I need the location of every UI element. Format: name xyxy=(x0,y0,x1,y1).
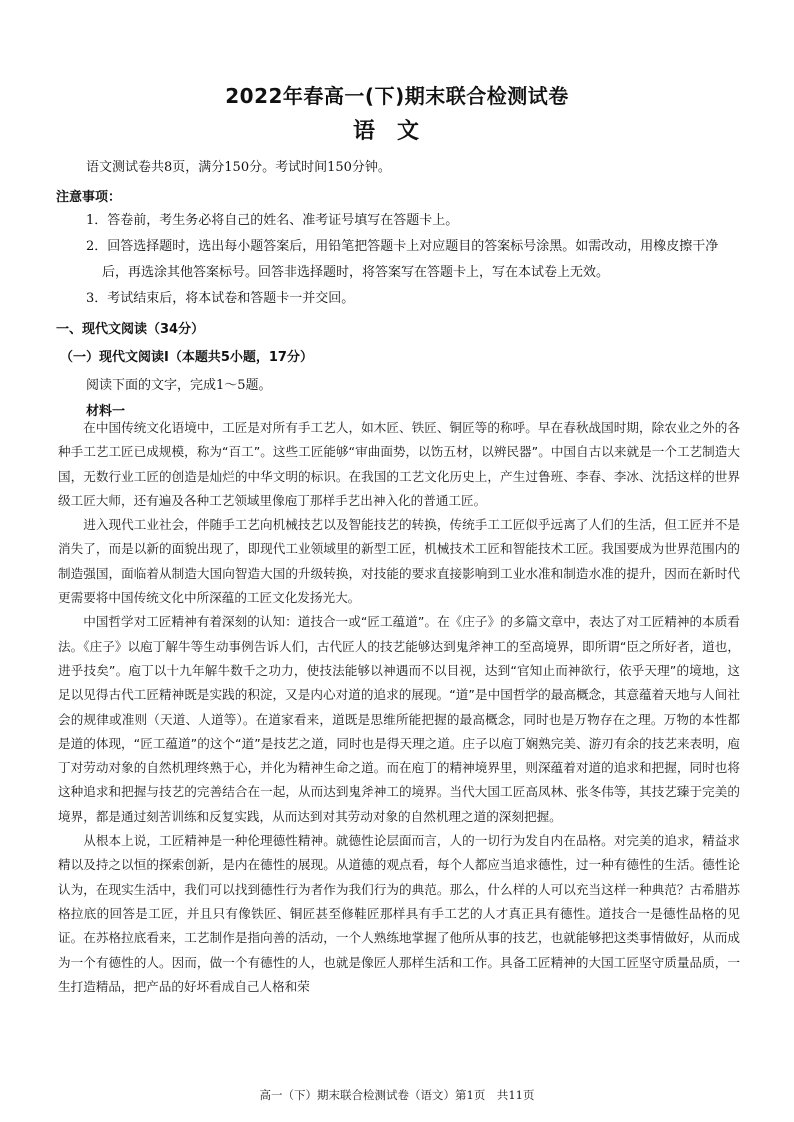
subsection-heading: （一）现代文阅读Ⅰ（本题共5小题，17分） xyxy=(60,350,313,365)
note-item: 1．答卷前，考生务必将自己的姓名、准考证号填写在答题卡上。 xyxy=(86,213,459,228)
reading-instruction: 阅读下面的文字，完成1～5题。 xyxy=(86,378,272,393)
note-item: 3．考试结束后，将本试卷和答题卡一并交回。 xyxy=(86,291,355,306)
passage-paragraph: 在中国传统文化语境中，工匠是对所有手工艺人，如木匠、铁匠、铜匠等的称呼。早在春秋战国时期，除农业之外的各种手工艺工匠已成规模，称为“百工”。这些工匠能够“审曲面势，以饬五材，以辨民器”。中国自古以来就是一个工艺制造大国，无数行业工匠的创造是灿烂的中华文明的标识。在我国的工艺文化历史上，产生过鲁班、李春、李冰、沈括这样的世界级工匠大师，还有遍及各种工艺领域里像庖丁那样手艺出神入化的普通工匠。 xyxy=(58,420,740,508)
reading-passage xyxy=(58,416,740,999)
section-heading: 一、现代文阅读（34分） xyxy=(56,322,205,337)
passage-paragraph: 进入现代工业社会，伴随手工艺向机械技艺以及智能技艺的转换，传统手工工匠似乎远离了人们的生活，但工匠并不是消失了，而是以新的面貌出现了，即现代工业领域里的新型工匠，机械技术工匠和智能技术工匠。我国要成为世界范围内的制造强国，面临着从制造大国向智造大国的升级转换，对技能的要求直接影响到工业水准和制造水准的提升，因而在新时代更需要将中国传统文化中所深蕴的工匠文化发扬光大。 xyxy=(58,517,740,606)
page-footer: 高一（下）期末联合检测试卷（语文）第1页 共11页 xyxy=(259,1088,535,1102)
notes-list xyxy=(86,208,740,312)
exam-intro: 语文测试卷共8页，满分150分。考试时间150分钟。 xyxy=(86,160,391,175)
notes-heading: 注意事项： xyxy=(56,190,122,205)
passage-paragraph: 从根本上说，工匠精神是一种伦理德性精神。就德性论层面而言，人的一切行为发自内在品格。对完美的追求，精益求精以及持之以恒的探索创新，是内在德性的展现。从道德的观点看，每个人都应当追求德性，过一种有德性的生活。德性论认为，在现实生活中，我们可以找到德性行为者作为我们行为的典范。那么，什么样的人可以充当这样一种典范？古希腊苏格拉底的回答是工匠，并且只有像铁匠、铜匠甚至修鞋匠那样具有手工艺的人才真正具有德性。道技合一是德性品格的见证。在苏格拉底看来，工艺制作是指向善的活动，一个人熟练地掌握了他所从事的技艺，也就能够把这类事情做好，从而成为一个有德性的人。因而，做一个有德性的人，也就是像匠人那样生活和工作。具备工匠精神的大国工匠坚守质量品质，一生打造精品，把产品的好坏看成自己人格和荣 xyxy=(58,833,740,994)
passage-paragraph: 中国哲学对工匠精神有着深刻的认知：道技合一或“匠工蕴道”。在《庄子》的多篇文章中，表达了对工匠精神的本质看法。《庄子》以庖丁解牛等生动事例告诉人们，古代匠人的技艺能够达到鬼斧神工的至高境界，即所谓“臣之所好者，道也，进乎技矣”。庖丁以十九年解牛数千之功力，使技法能够以神遇而不以目视，达到“官知止而神欲行，依乎天理”的境地，这足以见得古代工匠精神既是实践的积淀，又是内心对道的追求的展现。“道”是中国哲学的最高概念，其意蕴着天地与人间社会的规律或准则（天道、人道等）。在道家看来，道既是思维所能把握的最高概念，同时也是万物存在之理。万物的本性都是道的体现，“匠工蕴道”的这个“道”是技艺之道，同时也是得天理之道。庄子以庖丁娴熟完美、游刃有余的技艺来表明，庖丁对劳动对象的自然机理终熟于心，并化为精神生命之道。而在庖丁的精神境界里，则深蕴着对道的追求和把握，同时也将这种追求和把握与技艺的完善结合在一起，从而达到鬼斧神工的境界。当代大国工匠高凤林、张冬伟等，其技艺臻于完美的境界，都是通过刻苦训练和反复实践，从而达到对其劳动对象的自然机理之道的深刻把握。 xyxy=(58,614,740,824)
material-label: 材料一 xyxy=(86,404,126,419)
note-item: 2．回答选择题时，选出每小题答案后，用铅笔把答题卡上对应题目的答案标号涂黑。如需改动，用橡皮擦干净后，再选涂其他答案标号。回答非选择题时，将答案写在答题卡上，写在本试卷上无效。 xyxy=(86,239,719,280)
subject-title: 语文 xyxy=(352,119,441,144)
exam-title: 2022年春高一(下)期末联合检测试卷 xyxy=(225,84,569,108)
